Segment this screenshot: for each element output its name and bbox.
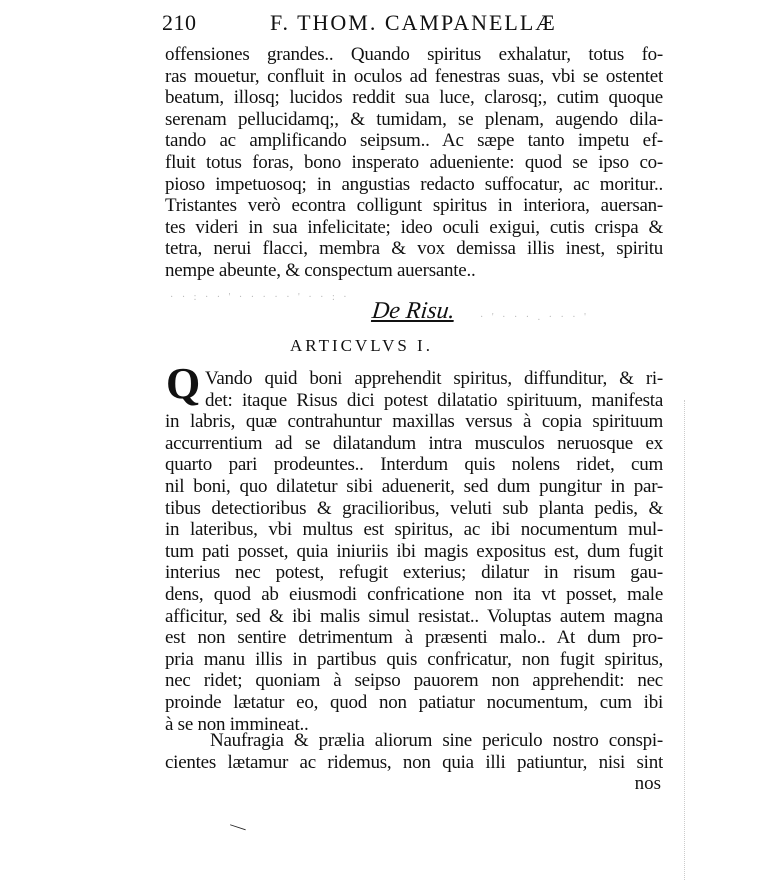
text-line: pria manu illis in partibus quis confricatur, non fugit spiritus, bbox=[165, 648, 663, 670]
text-line: fluit totus foras, bono insperato adueniente: quod se ipso co- bbox=[165, 151, 663, 173]
page-edge-noise bbox=[684, 400, 687, 880]
text-line: Vando quid boni apprehendit spiritus, diffunditur, & ri- bbox=[205, 368, 663, 389]
text-line: pioso impetuosoq; in angustias redacto suffocatur, ac moritur.. bbox=[165, 173, 663, 195]
text-line: afficitur, sed & ibi malis simul resistat.. Voluptas autem magna bbox=[165, 605, 663, 627]
page-header bbox=[162, 10, 662, 44]
article-heading: ARTICVLVS I. bbox=[290, 336, 433, 355]
ink-mark: — bbox=[227, 815, 249, 838]
text-line: est non sentire detrimentum à præsenti malo.. At dum pro- bbox=[165, 627, 663, 649]
text-line: proinde lætatur eo, quod non patiatur nocumentum, cum ibi bbox=[165, 691, 663, 713]
text-line: tes videri in sua infelicitate; ideo oculi exigui, cutis crispa & bbox=[165, 216, 663, 238]
text-line: in lateribus, vbi multus est spiritus, ac ibi nocumentum mul- bbox=[165, 519, 663, 541]
text-line: in labris, quæ contrahuntur maxillas versus à copia spirituum bbox=[165, 411, 663, 433]
paragraph-1 bbox=[165, 44, 663, 282]
text-line: quarto pari prodeuntes.. Interdum quis nolens ridet, cum bbox=[165, 454, 663, 476]
text-line: cientes lætamur ac ridemus, non quia illi patiuntur, nisi sint bbox=[165, 751, 663, 773]
show-through-noise: · · : · · ' · · · · · ' · · : · bbox=[170, 292, 350, 303]
catchword: nos bbox=[634, 773, 661, 794]
text-line: tum pati posset, quia iniuriis ibi magis expositus est, dum fugit bbox=[165, 540, 663, 562]
text-line: beatum, illosq; lucidos reddit sua luce, clarosq;, cutim quoque bbox=[165, 87, 663, 109]
text-line: dens, quod ab eiusmodi confricatione non ita vt posset, male bbox=[165, 583, 663, 605]
text-line: nec ridet; quoniam à seipso pauorem non apprehendit: nec bbox=[165, 670, 663, 692]
text-line: accurrentium ad se dilatandum intra musculos neruosque ex bbox=[165, 432, 663, 454]
page-number: 210 bbox=[162, 10, 197, 35]
text-line: nil boni, quo dilatetur sibi aduenerit, sed dum pungitur in par- bbox=[165, 475, 663, 497]
running-head: F. THOM. CAMPANELLÆ bbox=[270, 10, 557, 35]
text-line: Tristantes verò econtra colligunt spiritus in interiora, auersan- bbox=[165, 195, 663, 217]
show-through-noise: · ' · · · . · · · ' bbox=[480, 312, 589, 323]
text-line: à se non immineat.. bbox=[165, 713, 309, 735]
text-line: Naufragia & prælia aliorum sine periculo nostro conspi- bbox=[210, 730, 663, 751]
text-line: interius nec potest, refugit exterius; dilatur in risum gau- bbox=[165, 562, 663, 584]
drop-cap: Q bbox=[166, 359, 201, 408]
text-line: serenam pellucidamq;, & tumidam, se plenam, augendo dila- bbox=[165, 108, 663, 130]
text-line: tetra, nerui flacci, membra & vox demissa illis inest, spiritu bbox=[165, 238, 663, 260]
paragraph-2 bbox=[165, 368, 663, 735]
text-line: tando ac amplificando seipsum.. Ac sæpe tanto impetu ef- bbox=[165, 130, 663, 152]
section-title: De Risu. bbox=[370, 298, 457, 324]
text-line: nempe abeunte, & conspectum auersante.. bbox=[165, 259, 476, 281]
text-line: offensiones grandes.. Quando spiritus exhalatur, totus fo- bbox=[165, 44, 663, 65]
text-line: det: itaque Risus dici potest dilatatio spirituum, manifesta bbox=[205, 389, 663, 411]
text-line: ras mouetur, confluit in oculos ad fenestras suas, vbi se ostentet bbox=[165, 65, 663, 87]
paragraph-3 bbox=[165, 730, 663, 773]
text-line: tibus detectioribus & gracilioribus, veluti sub planta pedis, & bbox=[165, 497, 663, 519]
